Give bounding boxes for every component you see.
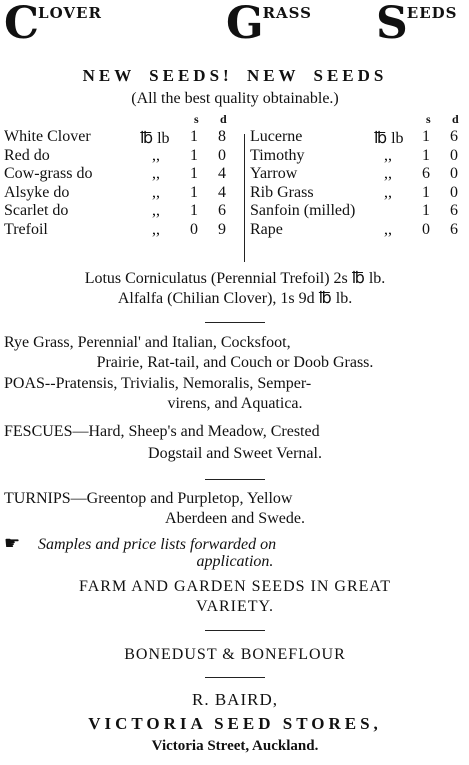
headline-seeds: SEEDS <box>376 0 458 49</box>
price-row: Sanfoin (milled) 1 6 <box>250 202 458 220</box>
divider-rule <box>205 677 265 678</box>
quality-note: (All the best quality obtainable.) <box>131 90 339 107</box>
unit-header: s d <box>194 112 227 126</box>
lotus-line: Lotus Corniculatus (Perennial Trefoil) 2s ℔ lb. <box>84 270 386 287</box>
price-row: Lucerne ℔ lb 1 6 <box>250 128 458 147</box>
headline-grass: GRASS <box>226 0 313 49</box>
price-row: Alsyke do ,, 1 4 <box>4 183 226 201</box>
proprietor-name: R. BAIRD, <box>192 690 278 709</box>
price-row: Yarrow ,, 6 0 <box>250 165 458 183</box>
store-name: VICTORIA SEED STORES, <box>88 714 382 733</box>
divider-rule <box>205 322 265 323</box>
samples-line-2: application. <box>196 553 274 570</box>
turnips-line: TURNIPS—Greentop and Purpletop, Yellow <box>4 490 293 507</box>
samples-line: ☛ Samples and price lists forwarded on <box>4 533 277 553</box>
headline-and <box>152 2 193 18</box>
bonedust-line: BONEDUST & BONEFLOUR <box>124 646 346 663</box>
rye-grass-line-2: Prairie, Rat-tail, and Couch or Doob Grass. <box>96 354 374 371</box>
turnips-line-2: Aberdeen and Swede. <box>165 510 305 527</box>
headline <box>4 2 466 50</box>
price-column-right <box>250 112 466 240</box>
poas-line-2: virens, and Aquatica. <box>167 395 303 412</box>
headline-clover: CLOVER <box>4 0 102 49</box>
poas-line: POAS--Pratensis, Trivialis, Nemoralis, Semper- <box>4 375 312 392</box>
divider-rule <box>205 479 265 480</box>
divider-rule <box>205 630 265 631</box>
price-row: Red do ,, 1 0 <box>4 146 226 164</box>
price-column-left <box>4 112 242 240</box>
price-row: Scarlet do ,, 1 6 <box>4 202 226 220</box>
store-address: Victoria Street, Auckland. <box>151 738 319 754</box>
unit-header: s d <box>426 112 459 126</box>
fescues-line: FESCUES—Hard, Sheep's and Meadow, Crested <box>4 423 320 440</box>
price-row: Trefoil ,, 0 9 <box>4 220 226 238</box>
price-row: Rib Grass ,, 1 0 <box>250 183 458 201</box>
price-row: Timothy ,, 1 0 <box>250 146 458 164</box>
column-divider <box>244 134 245 262</box>
alfalfa-line: Alfalfa (Chilian Clover), 1s 9d ℔ lb. <box>117 290 353 307</box>
new-seeds-title: NEW SEEDS! NEW SEEDS <box>82 66 388 85</box>
farm-garden-line-2: VARIETY. <box>195 598 275 615</box>
farm-garden-line: FARM AND GARDEN SEEDS IN GREAT <box>79 578 391 595</box>
price-row: Cow-grass do ,, 1 4 <box>4 165 226 183</box>
pointing-hand-icon: ☛ <box>4 533 21 553</box>
rye-grass-line: Rye Grass, Perennial' and Italian, Cocksfoot, <box>4 334 291 351</box>
price-row: White Clover ℔ lb 1 8 <box>4 128 226 147</box>
fescues-line-2: Dogstail and Sweet Vernal. <box>148 445 322 462</box>
price-row: Rape ,, 0 6 <box>250 220 458 238</box>
